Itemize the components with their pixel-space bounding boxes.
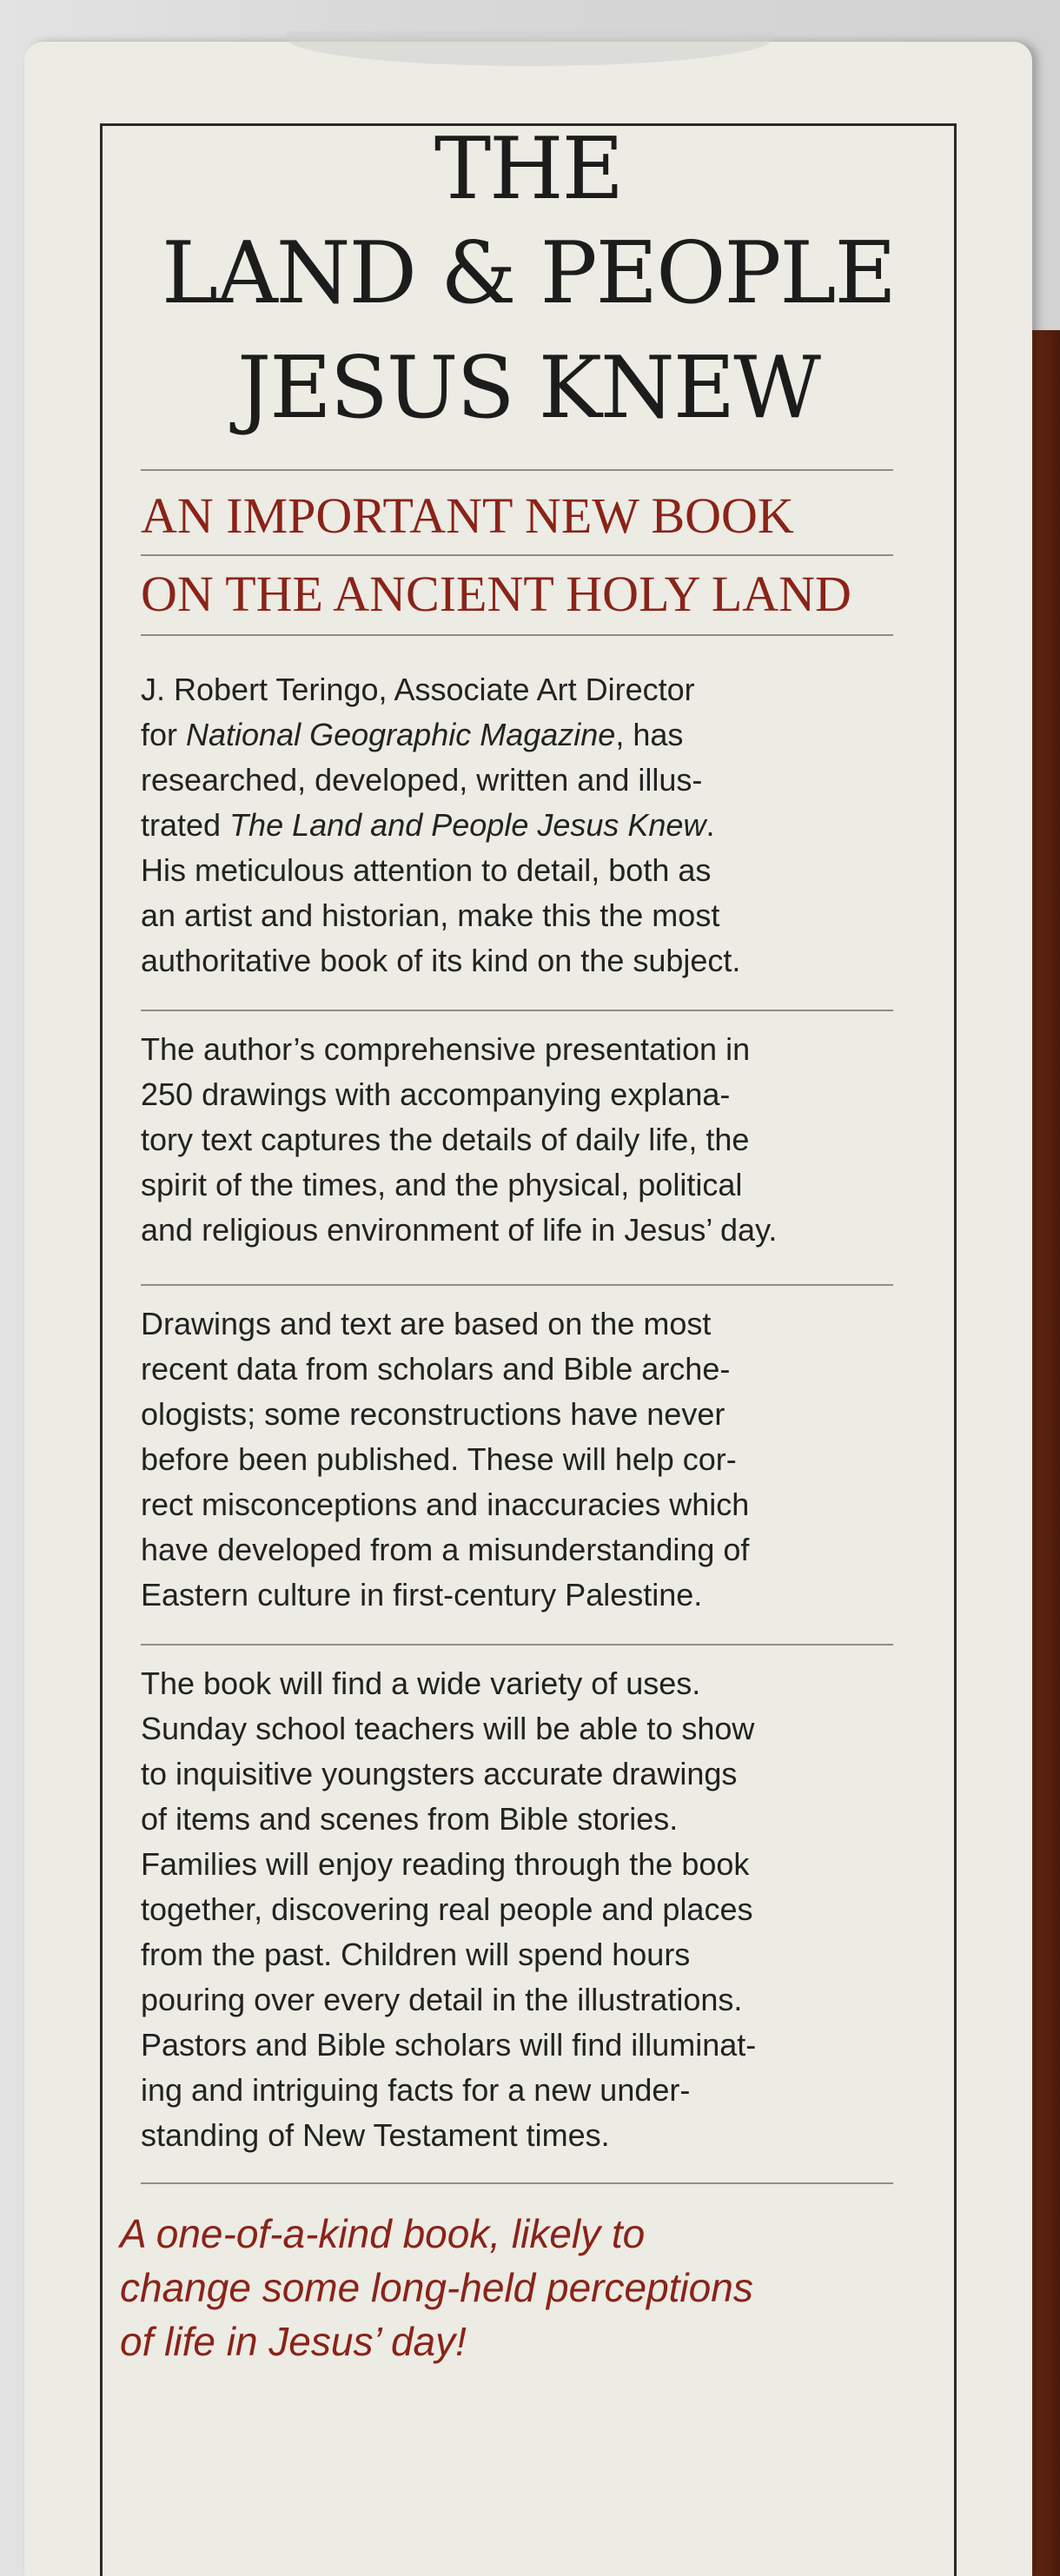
text-line: an artist and historian, make this the most — [141, 897, 720, 933]
text-run: , has — [615, 717, 684, 752]
closing-tagline — [120, 2207, 902, 2368]
text-line: of items and scenes from Bible stories. — [141, 1801, 679, 1837]
title-line-3: JESUS KNEW — [236, 339, 820, 438]
text-line: The book will find a wide variety of uses. — [141, 1665, 701, 1701]
divider-rule — [141, 469, 893, 471]
text-line: 250 drawings with accompanying explana- — [141, 1076, 731, 1112]
book-title: The Land and People Jesus Knew — [229, 807, 706, 843]
text-line: J. Robert Teringo, Associate Art Director — [141, 672, 695, 707]
text-line: spirit of the times, and the physical, political — [141, 1167, 743, 1202]
text-line: ing and intriguing facts for a new under- — [141, 2072, 691, 2108]
title-line-1: THE — [434, 120, 623, 219]
text-line: from the past. Children will spend hours — [141, 1937, 691, 1972]
text-line: tory text captures the details of daily life, the — [141, 1122, 750, 1157]
text-line: Families will enjoy reading through the book — [141, 1846, 750, 1882]
text-line: pouring over every detail in the illustrations. — [141, 1982, 743, 2017]
paragraph-author — [141, 667, 905, 983]
text-line: to inquisitive youngsters accurate drawings — [141, 1756, 738, 1791]
tagline-line: change some long-held perceptions — [120, 2265, 753, 2310]
text-line: recent data from scholars and Bible arche- — [141, 1351, 731, 1387]
text-line — [141, 803, 905, 848]
text-run: for — [141, 717, 187, 752]
text-run: . — [706, 807, 715, 843]
subtitle-line-1: AN IMPORTANT NEW BOOK — [141, 487, 794, 544]
divider-rule — [141, 1010, 893, 1011]
text-line: before been published. These will help cor- — [141, 1441, 737, 1477]
tagline-line: of life in Jesus’ day! — [120, 2319, 467, 2364]
divider-rule — [141, 2182, 893, 2184]
text-line: authoritative book of its kind on the subject. — [141, 943, 741, 978]
text-line: Pastors and Bible scholars will find illuminat- — [141, 2027, 757, 2063]
text-line: Eastern culture in first-century Palestine. — [141, 1577, 703, 1612]
text-line: have developed from a misunderstanding of — [141, 1532, 750, 1567]
text-line: His meticulous attention to detail, both as — [141, 852, 712, 888]
divider-rule — [141, 634, 893, 636]
text-line: together, discovering real people and places — [141, 1891, 753, 1927]
text-line: Drawings and text are based on the most — [141, 1306, 712, 1341]
text-line: rect misconceptions and inaccuracies which — [141, 1487, 750, 1522]
tagline-line: A one-of-a-kind book, likely to — [120, 2211, 646, 2256]
title-line-2: LAND & PEOPLE — [161, 224, 896, 323]
text-line: Sunday school teachers will be able to show — [141, 1711, 755, 1746]
text-line: The author’s comprehensive presentation in — [141, 1031, 751, 1067]
text-line: researched, developed, written and illus- — [141, 762, 703, 798]
magazine-title: National Geographic Magazine — [186, 717, 616, 752]
paragraph-research — [141, 1301, 905, 1618]
text-run: trated — [141, 807, 230, 843]
paragraph-uses — [141, 1661, 905, 2158]
text-line: and religious environment of life in Jesus’ day. — [141, 1212, 778, 1248]
text-line: standing of New Testament times. — [141, 2117, 610, 2153]
text-line: ologists; some reconstructions have never — [141, 1396, 725, 1432]
divider-rule — [141, 1644, 893, 1646]
divider-rule — [141, 1284, 893, 1286]
subtitle-line-2: ON THE ANCIENT HOLY LAND — [141, 566, 851, 622]
text-line — [141, 712, 905, 758]
divider-rule — [141, 554, 893, 556]
paragraph-presentation — [141, 1027, 905, 1253]
